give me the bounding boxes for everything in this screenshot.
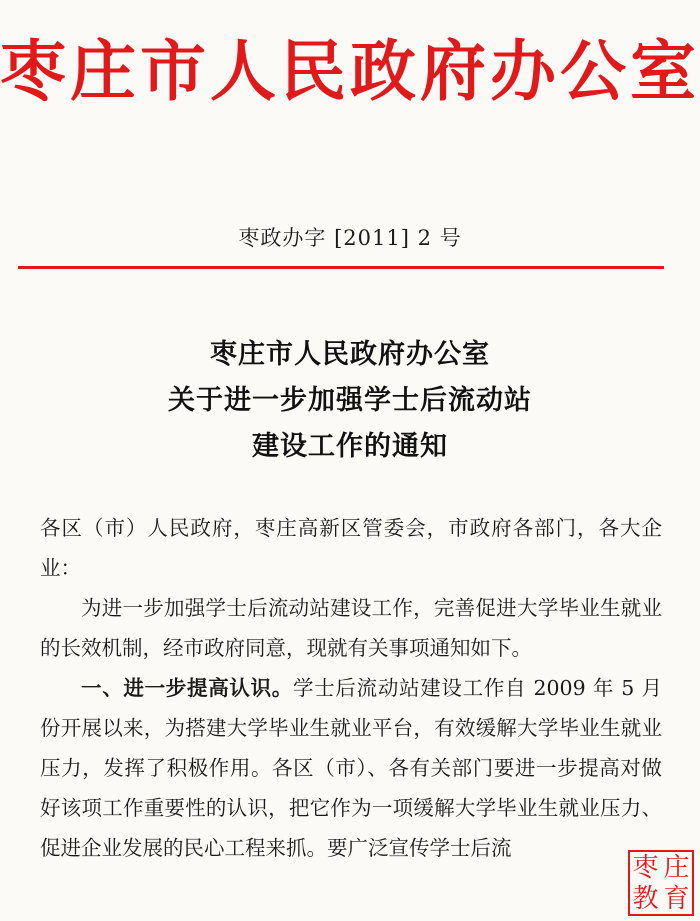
section-1-text: 学士后流动站建设工作自 2009 年 5 月份开展以来，为搭建大学毕业生就业平台，有效缓解大学毕业生就业压力，发挥了积极作用。各区（市）、各有关部门要进一步提高对做好该项工作重要性的认识，把它作为一项缓解大学毕业生就业压力、促进企业发展的民心工程来抓。要广泛宣传学士后流 bbox=[40, 676, 663, 860]
addressee-paragraph: 各区（市）人民政府，枣庄高新区管委会，市政府各部门，各大企业： bbox=[40, 516, 662, 580]
notice-title-line-2: 关于进一步加强学士后流动站 bbox=[168, 385, 532, 416]
issuer-header: 枣庄市人民政府办公室 bbox=[0, 32, 700, 110]
document-number: 枣政办字 [2011] 2 号 bbox=[238, 226, 462, 250]
seal-char: 育 bbox=[663, 883, 690, 914]
red-divider-line bbox=[18, 266, 664, 269]
seal-char: 枣 bbox=[632, 852, 659, 883]
intro-paragraph: 为进一步加强学士后流动站建设工作，完善促进大学毕业生就业的长效机制，经市政府同意，现就有关事项通知如下。 bbox=[40, 596, 662, 660]
notice-title bbox=[0, 332, 700, 470]
section-1-paragraph bbox=[40, 668, 662, 868]
seal-char: 庄 bbox=[663, 852, 690, 883]
seal-char: 教 bbox=[632, 883, 659, 914]
notice-body bbox=[40, 508, 662, 868]
notice-title-line-3: 建设工作的通知 bbox=[252, 431, 448, 462]
section-1-heading: 一、进一步提高认识。 bbox=[81, 676, 294, 700]
notice-title-line-1: 枣庄市人民政府办公室 bbox=[210, 339, 490, 370]
watermark-seal bbox=[628, 850, 694, 916]
